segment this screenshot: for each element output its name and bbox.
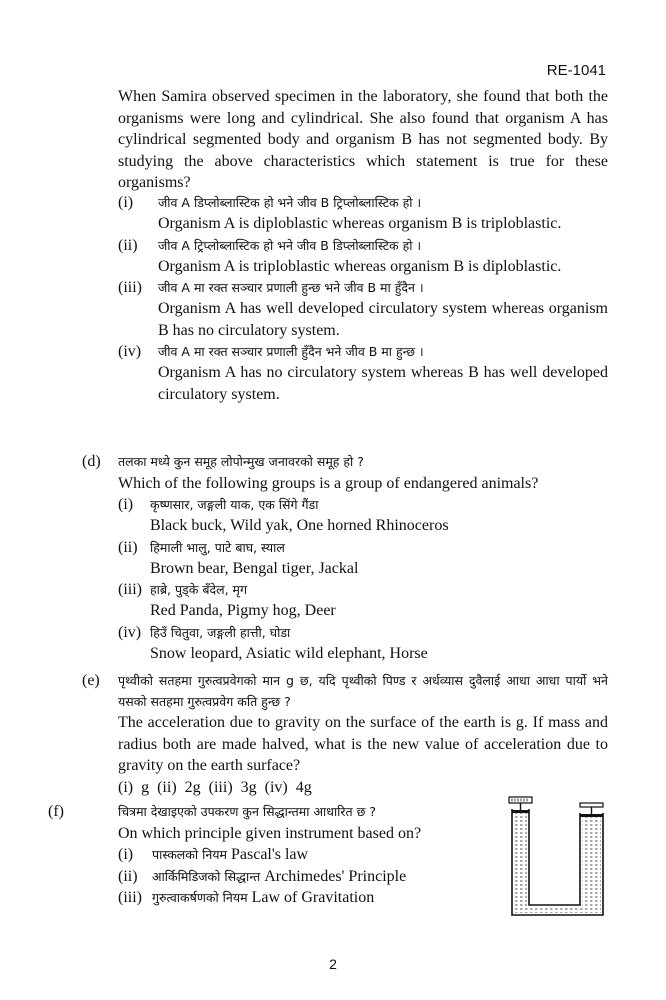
option-label: (iii) bbox=[118, 889, 142, 906]
question-english: The acceleration due to gravity on the surface of the earth is g. If mass and radius both are made halved, what is the new value of acceleration due to gravity on the earth surface? bbox=[118, 714, 608, 774]
option-f-2 bbox=[118, 866, 488, 888]
option-label: (i) bbox=[118, 846, 134, 863]
option-nepali: आर्किमिडिजको सिद्धान्त bbox=[152, 868, 261, 884]
large-piston bbox=[581, 814, 603, 817]
option-label: (ii) bbox=[118, 538, 138, 556]
question-e bbox=[82, 670, 608, 798]
option-nepali: जीव A मा रक्त सञ्चार प्रणाली हुँदैन भने जीव B मा हुन्छ । bbox=[158, 344, 424, 359]
question-label: (d) bbox=[82, 453, 101, 470]
question-f bbox=[48, 801, 488, 909]
small-piston bbox=[513, 810, 529, 813]
document-code: RE-1041 bbox=[546, 62, 606, 79]
option-nepali: कृष्णसार, जङ्गली याक, एक सिंगे गैंडा bbox=[150, 497, 319, 512]
option-d-2 bbox=[118, 537, 608, 580]
question-d-options bbox=[82, 494, 608, 664]
option-english: Snow leopard, Asiatic wild elephant, Horse bbox=[150, 644, 428, 662]
option-nepali: पास्कलको नियम bbox=[152, 847, 227, 862]
option-label: (iii) bbox=[118, 581, 142, 598]
question-nepali: चित्रमा देखाइएको उपकरण कुन सिद्धान्तमा आधारित छ ? bbox=[118, 804, 376, 819]
question-english: Which of the following groups is a group of endangered animals? bbox=[118, 474, 539, 492]
option-f-1 bbox=[118, 844, 488, 866]
vessel-inner-wall bbox=[529, 809, 580, 905]
option-label: (ii) bbox=[118, 236, 138, 254]
load-block bbox=[509, 797, 532, 803]
option-label: (iii) bbox=[118, 279, 142, 296]
option-c-2 bbox=[118, 235, 608, 278]
option-english: Law of Gravitation bbox=[251, 889, 375, 906]
option-nepali: हिउँ चितुवा, जङ्गली हात्ती, घोडा bbox=[150, 624, 291, 640]
option-english: Black buck, Wild yak, One horned Rhinoceros bbox=[150, 517, 449, 534]
option-english: Brown bear, Bengal tiger, Jackal bbox=[150, 559, 359, 577]
question-e-options: (i) g (ii) 2g (iii) 3g (iv) 4g bbox=[118, 778, 312, 796]
question-f-options bbox=[48, 844, 488, 909]
option-c-1 bbox=[118, 192, 608, 235]
option-english: Organism A has well developed circulatory system whereas organism B has no circulatory system. bbox=[158, 300, 608, 339]
option-d-4 bbox=[118, 622, 608, 665]
option-english: Organism A has no circulatory system whereas B has well developed circulatory system. bbox=[158, 364, 608, 403]
option-label: (ii) bbox=[118, 867, 138, 885]
question-d bbox=[82, 451, 608, 664]
option-nepali: जीव A डिप्लोब्लास्टिक हो भने जीव B ट्रिप्लोब्लास्टिक हो । bbox=[158, 195, 422, 210]
large-piston-cap bbox=[580, 803, 603, 807]
option-nepali: हाब्रे, पुड्के बँदेल, मृग bbox=[150, 582, 248, 597]
question-nepali: पृथ्वीको सतहमा गुरुत्वप्रवेगको मान g छ, यदि पृथ्वीको पिण्ड र अर्धव्यास दुवैलाई आधा आधा पार्यो भने यसको सतहमा गुरुत्वप्रवेग कति हुन्छ ? bbox=[118, 673, 608, 709]
page-number: 2 bbox=[329, 956, 337, 972]
option-nepali: जीव A ट्रिप्लोब्लास्टिक हो भने जीव B डिप्लोब्लास्टिक हो । bbox=[158, 237, 422, 253]
option-label: (iv) bbox=[118, 623, 142, 641]
question-nepali: तलका मध्ये कुन समूह लोपोन्मुख जनावरको समूह हो ? bbox=[118, 454, 364, 469]
option-d-1 bbox=[118, 494, 608, 537]
option-label: (i) bbox=[118, 496, 134, 513]
question-c-options bbox=[118, 192, 608, 405]
question-label: (f) bbox=[48, 803, 64, 820]
option-english: Red Panda, Pigmy hog, Deer bbox=[150, 602, 336, 619]
option-nepali: गुरुत्वाकर्षणको नियम bbox=[152, 890, 248, 905]
question-c-stem: When Samira observed specimen in the laboratory, she found that both the organisms were long and cylindrical. She also found that organism A has cylindrical segmented body and organism B has not segmented body. By studying the above characteristics which statement is true for these organisms? bbox=[118, 88, 608, 191]
option-label: (i) bbox=[118, 194, 134, 211]
option-f-3 bbox=[118, 887, 488, 909]
question-english: On which principle given instrument based on? bbox=[118, 824, 422, 842]
option-english: Archimedes' Principle bbox=[264, 867, 407, 885]
option-english: Organism A is triploblastic whereas organism B is diploblastic. bbox=[158, 257, 562, 275]
option-nepali: हिमाली भालु, पाटे बाघ, स्याल bbox=[150, 539, 285, 555]
option-c-3 bbox=[118, 277, 608, 341]
option-label: (iv) bbox=[118, 343, 142, 360]
option-d-3 bbox=[118, 579, 608, 622]
option-c-4 bbox=[118, 341, 608, 405]
hydraulic-press-diagram bbox=[500, 795, 610, 917]
option-english: Organism A is diploblastic whereas organism B is triploblastic. bbox=[158, 215, 562, 232]
question-label: (e) bbox=[82, 672, 100, 689]
liquid-fill bbox=[514, 813, 601, 913]
option-english: Pascal's law bbox=[231, 846, 309, 863]
option-nepali: जीव A मा रक्त सञ्चार प्रणाली हुन्छ भने जीव B मा हुँदैन । bbox=[158, 280, 424, 295]
